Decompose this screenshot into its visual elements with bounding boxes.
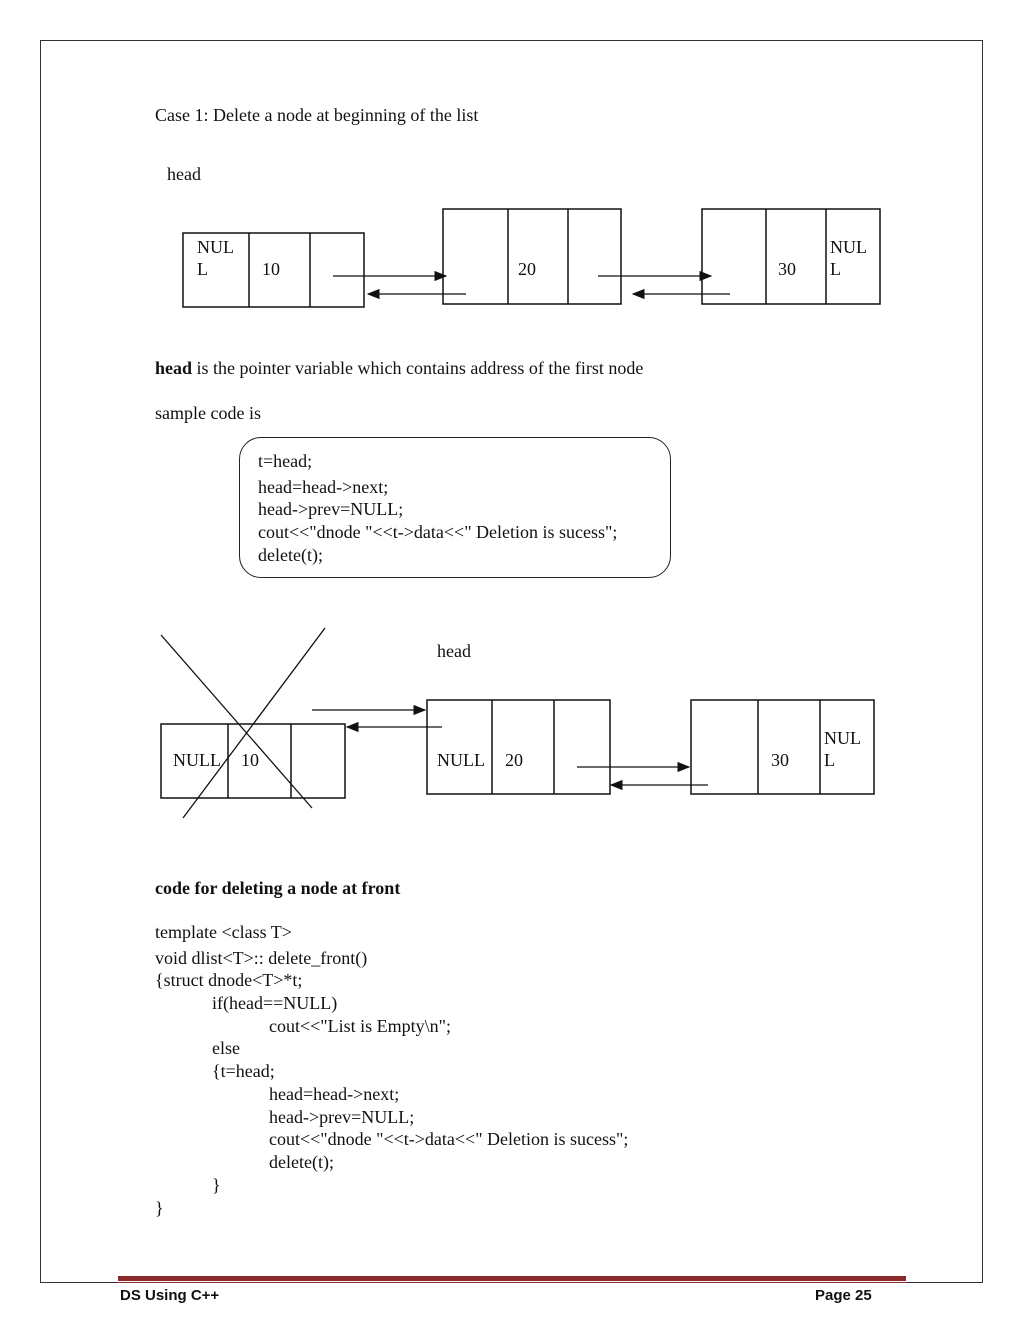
sample-code-line: t=head; [258, 451, 313, 471]
code-heading: code for deleting a node at front [155, 878, 401, 898]
diagram2-node-3-data: 30 [771, 750, 789, 770]
explanation [155, 357, 643, 379]
page-number: Page 25 [815, 1287, 872, 1304]
explanation-bold: head [155, 358, 193, 378]
diagram2-arrows [312, 710, 708, 785]
code-line: if(head==NULL) [212, 993, 338, 1013]
diagram2-node-1-data: 10 [241, 750, 259, 770]
footer-rule [118, 1276, 906, 1281]
diagram1-node-3-next: NUL L [830, 237, 867, 279]
code-line: {t=head; [212, 1061, 275, 1081]
explanation-rest: is the pointer variable which contains address of the first node [192, 358, 644, 378]
diagram1-node-1-prev: NUL L [197, 237, 234, 279]
code-line: } [155, 1198, 164, 1218]
sample-code-line: head->prev=NULL; [258, 499, 404, 519]
diagram2-node-3-next: NUL L [824, 728, 861, 770]
diagram2-head-label: head [437, 641, 471, 661]
code-line: {struct dnode<T>*t; [155, 970, 303, 990]
sample-code-box [239, 437, 671, 578]
code-line: head=head->next; [269, 1084, 400, 1104]
sample-code-line: cout<<"dnode "<<t->data<<" Deletion is sucess"; [258, 522, 618, 542]
diagram2-node-1-prev: NULL [173, 750, 221, 770]
code-line: template <class T> [155, 922, 292, 942]
diagram2-node-2-data: 20 [505, 750, 523, 770]
sample-code-line: delete(t); [258, 545, 323, 565]
code-line: cout<<"List is Empty\n"; [269, 1016, 451, 1036]
code-line: head->prev=NULL; [269, 1107, 415, 1127]
diagram1-head-label: head [167, 164, 201, 184]
diagram2-node-2 [427, 700, 610, 794]
code-line: delete(t); [269, 1152, 334, 1172]
diagram1-node-2-data: 20 [518, 259, 536, 279]
sample-label: sample code is [155, 403, 261, 423]
case-heading: Case 1: Delete a node at beginning of the list [155, 105, 479, 125]
footer-title: DS Using C++ [120, 1287, 220, 1304]
diagram2-node-2-prev: NULL [437, 750, 485, 770]
code-line: } [212, 1175, 221, 1195]
sample-code-line: head=head->next; [258, 477, 389, 497]
diagram1-node-3-data: 30 [778, 259, 796, 279]
deleted-cross [161, 628, 325, 818]
footer-rule-thin [118, 1282, 906, 1283]
code-line: void dlist<T>:: delete_front() [155, 948, 368, 968]
code-line: else [212, 1038, 240, 1058]
diagram1-node-1-data: 10 [262, 259, 280, 279]
diagram1-node-2 [443, 209, 621, 304]
code-line: cout<<"dnode "<<t->data<<" Deletion is sucess"; [269, 1129, 629, 1149]
